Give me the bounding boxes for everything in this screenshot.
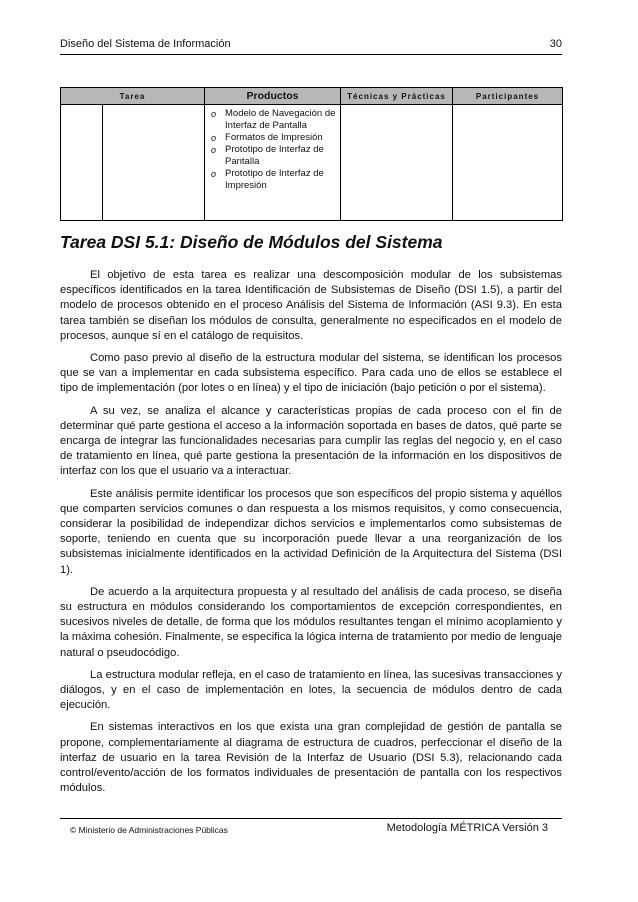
cell-participantes [453,105,563,221]
page-number: 30 [549,38,562,50]
section-title: Tarea DSI 5.1: Diseño de Módulos del Sistema [60,232,443,252]
col-header-participantes: Participantes [453,88,563,105]
footer-copyright: © Ministerio de Administraciones Públicas [70,825,228,835]
paragraph: Como paso previo al diseño de la estructura modular del sistema, se identifican los procesos que se van a implementar en cada subsistema específico. Para cada uno de ellos se establece el tipo de implementación (por lotes o en línea) y el tipo de iniciación (bajo petición o por el sistema). [60,352,562,395]
col-header-tecnicas: Técnicas y Prácticas [341,88,453,105]
paragraph: El objetivo de esta tarea es realizar una descomposición modular de los subsistemas específicos identificados en la tarea Identificación de Subsistemas de Diseño (DSI 1.5), a partir del modelo de procesos obtenido en el proceso Análisis del Sistema de Información (ASI 9.3). En esta tarea también se diseñan los módulos de consulta, generalmente no especificados en el modelo de procesos, aunque sí en el catálogo de requisitos. [60,269,562,342]
page-header [60,38,562,55]
footer-methodology: Metodología MÉTRICA Versión 3 [386,822,548,834]
table-row [61,105,563,221]
list-item: o Modelo de Navegación de Interfaz de Pantalla [211,108,336,131]
paragraph: Este análisis permite identificar los procesos que son específicos del propio sistema y aquéllos que comparten servicios comunes o dan respuesta a los mismos requisitos, y como consecuencia, considerar la posibilidad de independizar dichos servicios e implementarlos como subsistemas de soporte, teniendo en cuenta que su incorporación puede llevar a una reorganización de los subsistemas inicialmente identificados en la actividad Definición de la Arquitectura del Sistema (DSI 1). [60,487,562,576]
paragraph: En sistemas interactivos en los que exista una gran complejidad de gestión de pantalla se propone, complementariamente al diagrama de estructura de cuadros, perfeccionar el diseño de la interfaz de usuario en la tarea Revisión de la Interfaz de Usuario (DSI 5.3), relacionando cada control/evento/acción de los formatos individuales de presentación de pantalla con los respectivos módulos. [60,721,562,795]
bullet-icon: o [211,109,217,119]
header-title: Diseño del Sistema de Información [60,38,231,50]
paragraph: A su vez, se analiza el alcance y características propias de cada proceso con el fin de determinar qué parte gestiona el acceso a la información soportada en bases de datos, qué parte se encarga de integrar las funcionalidades necesarias para cumplir las reglas del negocio y, en el caso de tratamiento en línea, qué parte gestiona la presentación de la información en los dispositivos de interfaz con los que el usuario va a interactuar. [60,404,562,478]
col-header-productos: Productos [205,88,341,105]
bullet-icon: o [211,169,217,179]
bullet-icon: o [211,133,217,143]
paragraph: La estructura modular refleja, en el caso de tratamiento en línea, las sucesivas transacciones y diálogos, y en el caso de implementación en lotes, la secuencia de módulos dentro de cada ejecución. [60,668,562,712]
cell-task-code [61,105,103,221]
col-header-tarea: Tarea [61,88,205,105]
paragraph: De acuerdo a la arquitectura propuesta y al resultado del análisis de cada proceso, se diseña su estructura en módulos considerando los comportamientos de excepción correspondientes, en sucesivos niveles de detalle, de forma que los módulos resultantes tengan el mínimo acoplamiento y la máxima cohesión. Finalmente, se especifica la lógica interna de tratamiento por medio de lenguaje natural o pseudocódigo. [60,585,562,659]
cell-tecnicas [341,105,453,221]
list-item: o Formatos de Impresión [211,132,323,143]
bullet-icon: o [211,145,217,155]
section-body [60,268,562,804]
list-item: o Prototipo de Interfaz de Impresión [211,168,324,191]
list-item: o Prototipo de Interfaz de Pantalla [211,144,324,167]
page-footer [60,818,562,835]
products-table [60,87,563,221]
products-list [205,108,340,192]
cell-task-name [103,105,205,221]
table-header-row [61,88,563,105]
cell-products [205,105,341,221]
